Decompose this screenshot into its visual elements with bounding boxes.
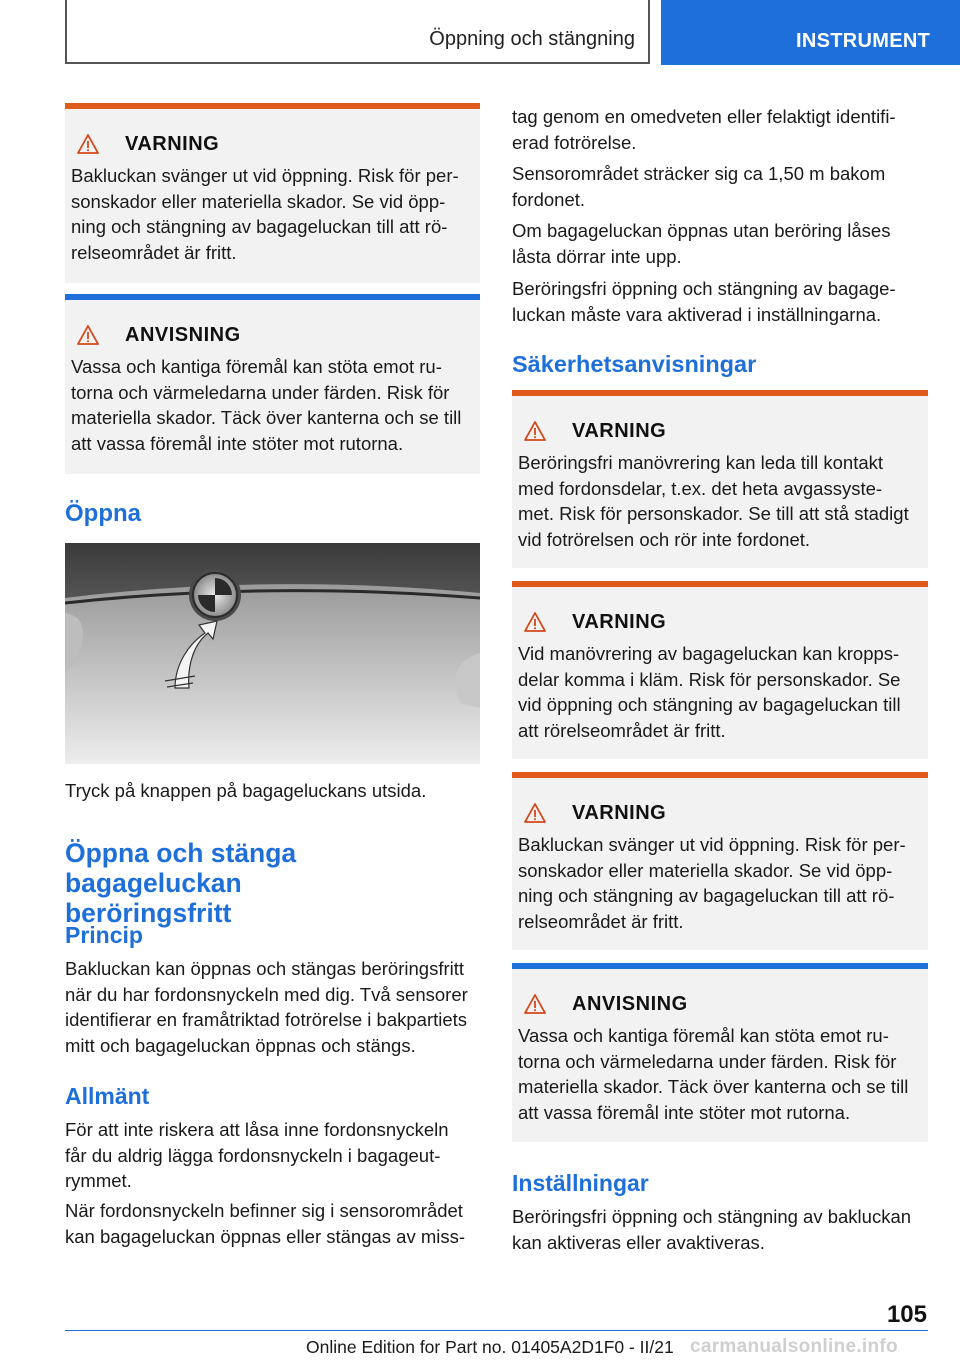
footer-divider (65, 1330, 928, 1331)
section-heading: Öppna och stänga bagageluckan beröringsfritt (65, 838, 297, 928)
warning-title: VARNING (572, 419, 667, 442)
right-text-3: Om bagageluckan öppnas utan beröring låses låsta dörrar inte upp. (512, 220, 891, 267)
section-title: Öppning och stängning (429, 28, 635, 50)
advice-title: ANVISNING (572, 992, 688, 1015)
warning-bar (512, 772, 928, 778)
warning-box (512, 581, 928, 759)
warning-title: VARNING (572, 610, 667, 633)
heading-allmant: Allmänt (65, 1083, 150, 1109)
trunk-button-illustration (65, 543, 480, 764)
right-text-2: Sensorområdet sträcker sig ca 1,50 m bakom fordonet. (512, 163, 886, 210)
warning-triangle-icon (524, 612, 546, 632)
photo-caption: Tryck på knappen på bagageluckans utsida. (65, 780, 427, 801)
settings-text: Beröringsfri öppning och stängning av bakluckan kan aktiveras eller avaktiveras. (512, 1206, 912, 1253)
heading-princip: Princip (65, 922, 143, 948)
advice-title: ANVISNING (125, 323, 241, 346)
header-bottom-line (65, 62, 650, 64)
advice-text: Vassa och kantiga föremål kan stöta emot ru- torna och värmeledarna under färden. Risk för materiella skador. Täck över kanterna och se till att vassa föremål inte stöter mot rutorna. (71, 356, 462, 454)
page-number: 105 (886, 1301, 927, 1328)
warning-text: Bakluckan svänger ut vid öppning. Risk för per- sonskador eller materiella skador. Se vid öpp- ning och stängning av bagageluckan till att rö- relseområdet är fritt. (71, 165, 459, 263)
heading-safety: Säkerhetsanvisningar (512, 351, 757, 377)
advice-box (512, 963, 928, 1142)
heading-oppna: Öppna (65, 500, 141, 527)
warning-text: Beröringsfri manövrering kan leda till kontakt med fordonsdelar, t.ex. det heta avgassyste- met. Risk för personskador. Se till att stå stadigt vid fotrörelsen och rör inte fordonet. (518, 452, 909, 550)
warning-triangle-icon (77, 325, 99, 345)
warning-triangle-icon (524, 421, 546, 441)
footer-edition: Online Edition for Part no. 01405A2D1F0 - II/21 (306, 1337, 674, 1357)
warning-title: VARNING (572, 801, 667, 824)
warning-triangle-icon (524, 994, 546, 1014)
allmant-text-2: När fordonsnyckeln befinner sig i sensorområdet kan bagageluckan öppnas eller stängas av miss- (65, 1200, 466, 1247)
chapter-tab[interactable]: INSTRUMENT (661, 0, 960, 65)
princip-text: Bakluckan kan öppnas och stängas beröringsfritt när du har fordonsnyckeln med dig. Två sensorer identifierar en framåtriktad fotrörelse i bakpartiets mitt och bagageluckan öppnas och stängs. (65, 958, 468, 1056)
advice-bar (65, 294, 480, 300)
right-text-1: tag genom en omedveten eller felaktigt identifi- erad fotrörelse. (512, 106, 896, 153)
warning-triangle-icon (524, 803, 546, 823)
warning-box (65, 103, 480, 283)
heading-installningar: Inställningar (512, 1170, 649, 1196)
advice-box (65, 294, 480, 474)
advice-bar (512, 963, 928, 969)
warning-triangle-icon (77, 134, 99, 154)
trunk-button-photo (65, 543, 480, 764)
watermark: carmanualsonline.info (690, 1336, 898, 1357)
right-text-4: Beröringsfri öppning och stängning av bagage- luckan måste vara aktiverad i inställningarna. (512, 278, 896, 325)
allmant-text-1: För att inte riskera att låsa inne fordonsnyckeln får du aldrig lägga fordonsnyckeln i bagageut- rymmet. (65, 1119, 449, 1191)
warning-bar (512, 581, 928, 587)
warning-text: Vid manövrering av bagageluckan kan kropps- delar komma i kläm. Risk för personskador. Se vid öppning och stängning av bagageluckan till att rörelseområdet är fritt. (518, 643, 901, 741)
header-right-line (648, 0, 650, 64)
warning-text: Bakluckan svänger ut vid öppning. Risk för per- sonskador eller materiella skador. Se vid öpp- ning och stängning av bagageluckan till att rö- relseområdet är fritt. (518, 834, 906, 932)
warning-box (512, 390, 928, 568)
warning-box (512, 772, 928, 950)
advice-text: Vassa och kantiga föremål kan stöta emot ru- torna och värmeledarna under färden. Risk för materiella skador. Täck över kanterna och se till att vassa föremål inte stöter mot rutorna. (518, 1025, 909, 1123)
warning-bar (65, 103, 480, 109)
warning-bar (512, 390, 928, 396)
header-left-line (65, 0, 67, 64)
warning-title: VARNING (125, 132, 220, 155)
